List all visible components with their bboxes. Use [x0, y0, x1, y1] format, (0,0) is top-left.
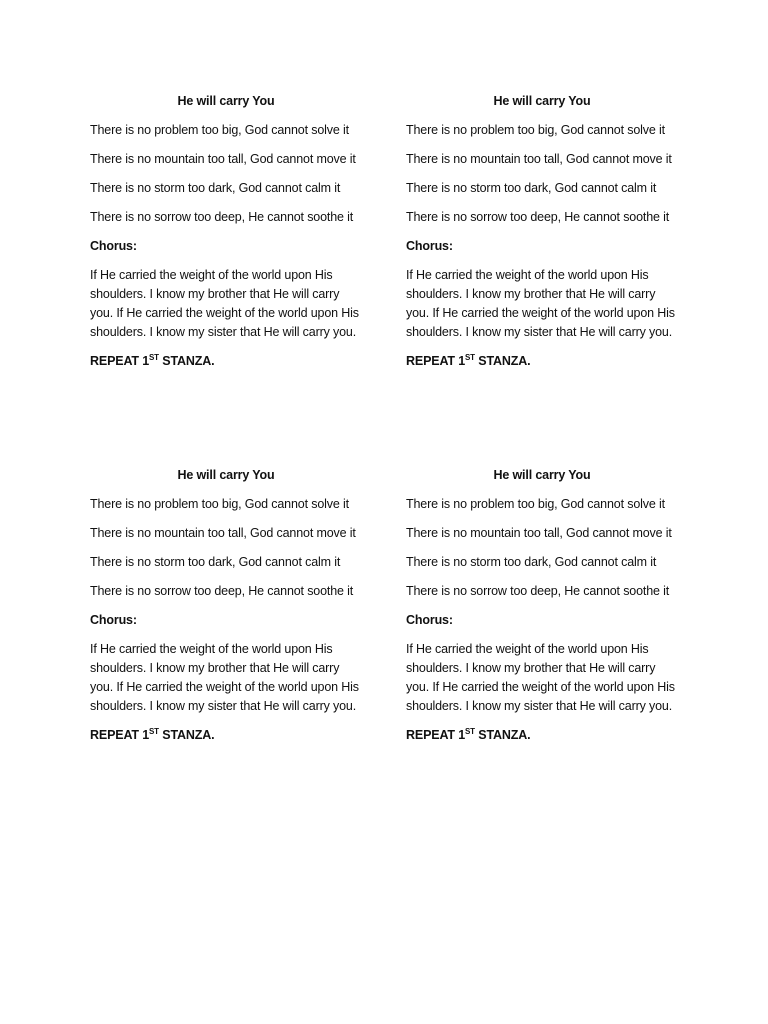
stanza-line-1: There is no problem too big, God cannot solve it	[90, 123, 349, 137]
song-title: He will carry You	[177, 94, 275, 108]
lyric-sheet-top-left	[90, 92, 380, 371]
repeat-prefix: REPEAT 1	[90, 728, 149, 742]
lyric-sheet-bottom-left	[90, 466, 380, 745]
stanza-line-1: There is no problem too big, God cannot solve it	[90, 497, 349, 511]
song-title: He will carry You	[493, 468, 591, 482]
repeat-prefix: REPEAT 1	[90, 354, 149, 368]
repeat-instruction	[406, 352, 696, 371]
repeat-ordinal-suffix: ST	[465, 352, 475, 362]
repeat-suffix: STANZA.	[474, 354, 531, 368]
repeat-suffix: STANZA.	[158, 354, 215, 368]
chorus-text: If He carried the weight of the world upon His shoulders. I know my brother that He will carry you. If He carried the weight of the world upon His shoulders. I know my sister that He will carry you.	[406, 642, 675, 713]
chorus-label: Chorus:	[90, 239, 137, 253]
stanza-line-2: There is no mountain too tall, God cannot move it	[406, 526, 672, 540]
repeat-ordinal-suffix: ST	[465, 726, 475, 736]
repeat-instruction	[90, 726, 380, 745]
repeat-ordinal-suffix: ST	[149, 352, 159, 362]
stanza-line-4: There is no sorrow too deep, He cannot soothe it	[406, 210, 670, 224]
stanza-line-1: There is no problem too big, God cannot solve it	[406, 123, 665, 137]
stanza-line-3: There is no storm too dark, God cannot calm it	[90, 181, 341, 195]
stanza-line-4: There is no sorrow too deep, He cannot soothe it	[90, 210, 354, 224]
stanza-line-2: There is no mountain too tall, God cannot move it	[90, 152, 356, 166]
stanza-line-2: There is no mountain too tall, God cannot move it	[406, 152, 672, 166]
stanza-line-4: There is no sorrow too deep, He cannot soothe it	[406, 584, 670, 598]
repeat-suffix: STANZA.	[158, 728, 215, 742]
repeat-instruction	[90, 352, 380, 371]
chorus-label: Chorus:	[406, 613, 453, 627]
stanza-line-4: There is no sorrow too deep, He cannot soothe it	[90, 584, 354, 598]
lyric-sheet-bottom-right	[406, 466, 696, 745]
stanza-line-3: There is no storm too dark, God cannot calm it	[90, 555, 341, 569]
chorus-label: Chorus:	[90, 613, 137, 627]
chorus-text: If He carried the weight of the world upon His shoulders. I know my brother that He will carry you. If He carried the weight of the world upon His shoulders. I know my sister that He will carry you.	[406, 268, 675, 339]
chorus-text: If He carried the weight of the world upon His shoulders. I know my brother that He will carry you. If He carried the weight of the world upon His shoulders. I know my sister that He will carry you.	[90, 268, 359, 339]
repeat-suffix: STANZA.	[474, 728, 531, 742]
chorus-text: If He carried the weight of the world upon His shoulders. I know my brother that He will carry you. If He carried the weight of the world upon His shoulders. I know my sister that He will carry you.	[90, 642, 359, 713]
stanza-line-3: There is no storm too dark, God cannot calm it	[406, 181, 657, 195]
stanza-line-3: There is no storm too dark, God cannot calm it	[406, 555, 657, 569]
repeat-instruction	[406, 726, 696, 745]
song-title: He will carry You	[493, 94, 591, 108]
chorus-label: Chorus:	[406, 239, 453, 253]
repeat-ordinal-suffix: ST	[149, 726, 159, 736]
lyric-sheet-top-right	[406, 92, 696, 371]
repeat-prefix: REPEAT 1	[406, 728, 465, 742]
stanza-line-1: There is no problem too big, God cannot solve it	[406, 497, 665, 511]
song-title: He will carry You	[177, 468, 275, 482]
stanza-line-2: There is no mountain too tall, God cannot move it	[90, 526, 356, 540]
repeat-prefix: REPEAT 1	[406, 354, 465, 368]
